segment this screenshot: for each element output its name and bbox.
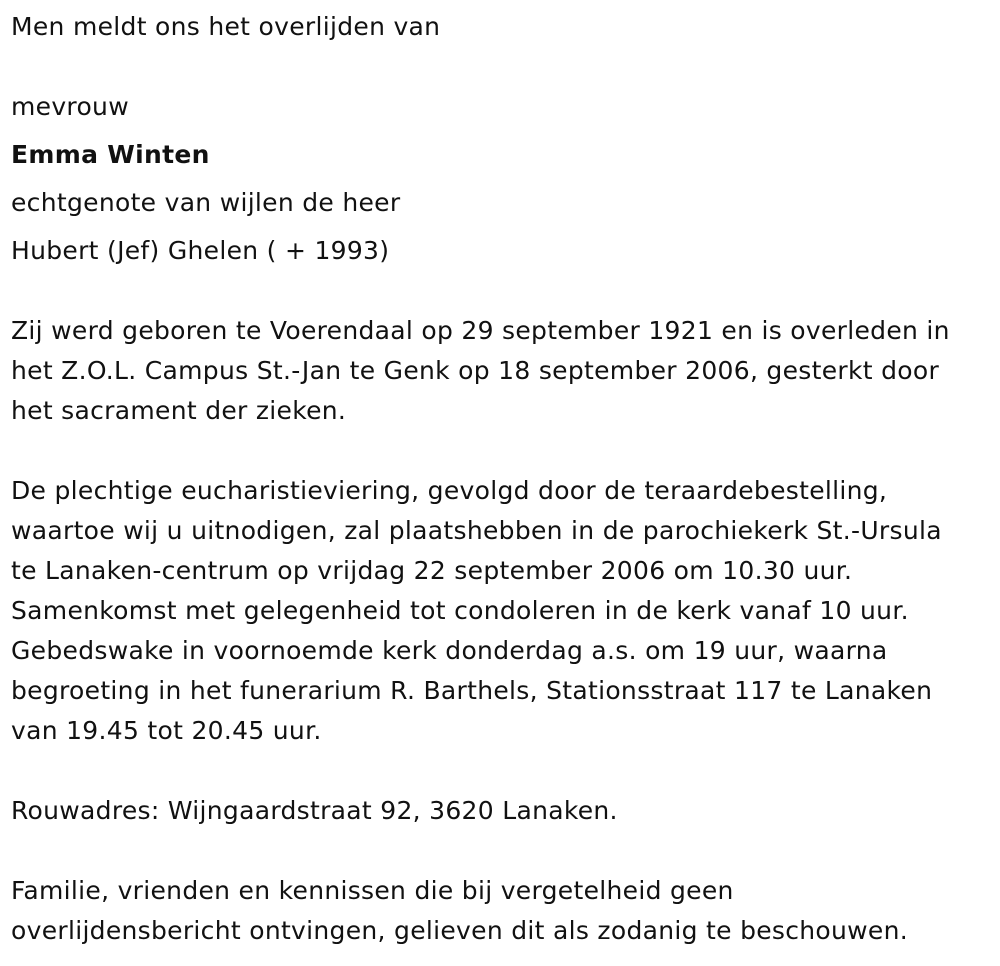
mourning-address: Rouwadres: Wijngaardstraat 92, 3620 Lanaken. (11, 796, 618, 825)
birth-paragraph-line: Zij werd geboren te Voerendaal op 29 september 1921 en is overleden in (11, 316, 950, 345)
service-paragraph-line: Gebedswake in voornoemde kerk donderdag a.s. om 19 uur, waarna (11, 636, 888, 665)
service-paragraph-line: De plechtige eucharistieviering, gevolgd door de teraardebestelling, (11, 476, 888, 505)
service-paragraph-line: van 19.45 tot 20.45 uur. (11, 716, 322, 745)
birth-paragraph-line: het sacrament der zieken. (11, 396, 347, 425)
closing-paragraph-line: overlijdensbericht ontvingen, gelieven dit als zodanig te beschouwen. (11, 916, 908, 945)
service-paragraph-line: begroeting in het funerarium R. Barthels, Stationsstraat 117 te Lanaken (11, 676, 933, 705)
deceased-name: Emma Winten (11, 140, 210, 169)
salutation-text: mevrouw (11, 92, 129, 121)
spouse-text: Hubert (Jef) Ghelen ( + 1993) (11, 236, 390, 265)
intro-text: Men meldt ons het overlijden van (11, 12, 441, 41)
closing-paragraph-line: Familie, vrienden en kennissen die bij vergetelheid geen (11, 876, 734, 905)
service-paragraph-line: te Lanaken-centrum op vrijdag 22 september 2006 om 10.30 uur. (11, 556, 853, 585)
relation-text: echtgenote van wijlen de heer (11, 188, 401, 217)
service-paragraph-line: Samenkomst met gelegenheid tot condoleren in de kerk vanaf 10 uur. (11, 596, 909, 625)
birth-paragraph-line: het Z.O.L. Campus St.-Jan te Genk op 18 september 2006, gesterkt door (11, 356, 940, 385)
service-paragraph-line: waartoe wij u uitnodigen, zal plaatshebben in de parochiekerk St.-Ursula (11, 516, 942, 545)
